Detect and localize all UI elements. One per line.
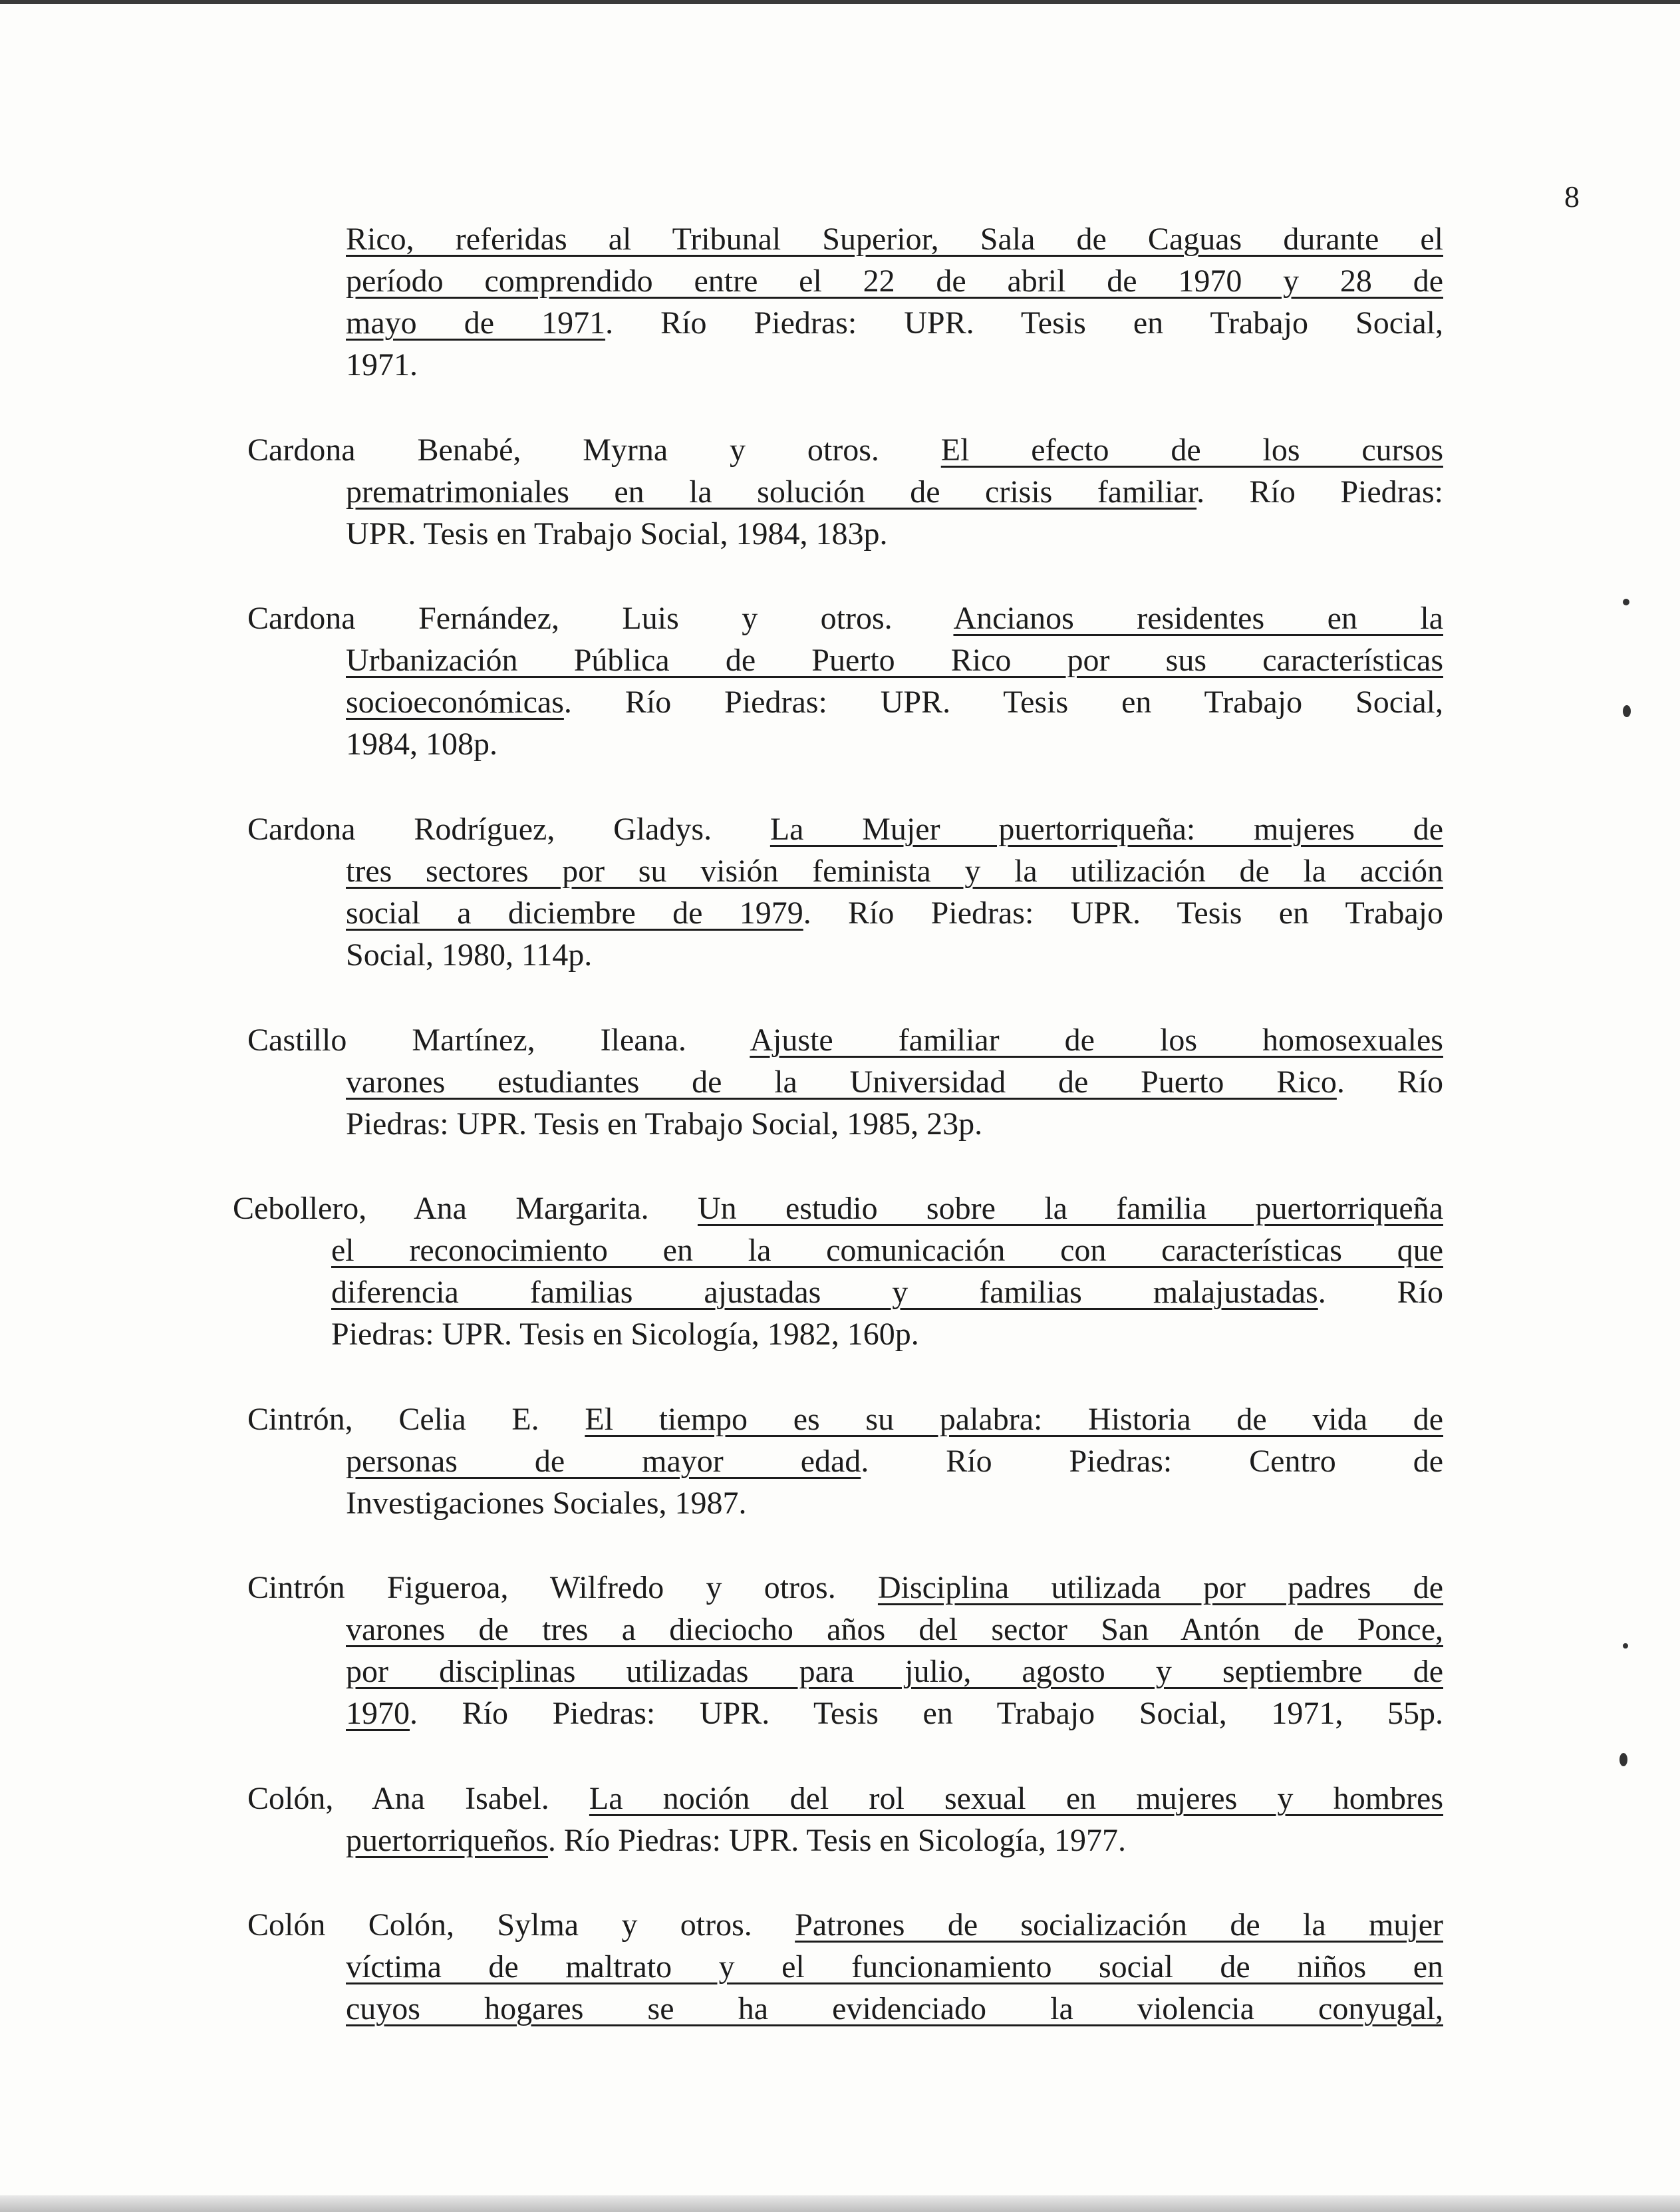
bibliography-entry-line [247,1904,1443,1946]
bibliography-entry-line [233,1187,1443,1229]
scan-speck [1623,705,1631,717]
bibliography-entry-line [346,1946,1443,1988]
entry-publication: Piedras: UPR. Tesis en Sicología, 1982, 160p. [331,1317,919,1352]
entry-publication: Piedras: UPR. Tesis en Trabajo Social, 1985, 23p. [346,1106,983,1142]
bibliography-entry-line [346,934,592,976]
bibliography-entry-line [331,1229,1443,1271]
bibliography-entry-line [346,1609,1443,1651]
entry-title: Urbanización Pública de Puerto Rico por sus características [346,643,1443,678]
entry-author: Cardona Rodríguez, Gladys. [247,812,770,847]
bibliography-entry-line [346,723,497,765]
entry-author: Cardona Benabé, Myrna y otros. [247,432,941,468]
entry-author: Colón Colón, Sylma y otros. [247,1907,795,1943]
bibliography-entry-line [247,1778,1443,1819]
entry-publication: 1971. [346,347,418,383]
entry-title: diferencia familias ajustadas y familias malajustadas [331,1275,1318,1310]
entry-title: social a diciembre de 1979 [346,895,803,931]
bibliography-entry-line [346,218,1443,260]
bibliography-entry-line [346,513,887,555]
entry-author: Colón, Ana Isabel. [247,1781,589,1816]
entry-title: 1970 [346,1696,410,1731]
entry-title: La noción del rol sexual en mujeres y hombres [589,1781,1444,1816]
bibliography-entry-line [346,681,1443,723]
entry-publication: . Río Piedras: Centro de [861,1444,1443,1479]
bibliography-entry-line [346,892,1443,934]
entry-publication: . Río Piedras: UPR. Tesis en Sicología, 1977. [547,1823,1127,1858]
entry-author: Cintrón Figueroa, Wilfredo y otros. [247,1570,878,1605]
entry-title: Un estudio sobre la familia puertorriqueña [697,1191,1443,1226]
bibliography-entry-line [346,302,1443,344]
bibliography-entry-line [247,808,1443,850]
entry-title: Ancianos residentes en la [953,601,1443,636]
bibliography-entry-line [346,260,1443,302]
bibliography-entry-line [346,1651,1443,1692]
bibliography-entry-line [331,1313,919,1355]
bibliography-entry-line [346,1819,1126,1861]
scan-speck [1623,1643,1628,1649]
entry-title: prematrimoniales en la solución de crisis familiar [346,474,1197,510]
entry-publication: . Río Piedras: UPR. Tesis en Trabajo [803,895,1443,931]
entry-title: Disciplina utilizada por padres de [877,1570,1443,1605]
bibliography-entry-line [247,429,1443,471]
bibliography-entry-line [247,1398,1443,1440]
entry-title: La Mujer puertorriqueña: mujeres de [770,812,1443,847]
bibliography-entry-line [346,471,1443,513]
entry-title: varones de tres a dieciocho años del sector San Antón de Ponce, [346,1612,1443,1647]
entry-title: período comprendido entre el 22 de abril de 1970 y 28 de [346,263,1443,299]
entry-publication: Investigaciones Sociales, 1987. [346,1486,747,1521]
entry-publication: . Río [1336,1064,1443,1100]
entry-title: socioeconómicas [346,685,564,720]
entry-title: tres sectores por su visión feminista y la utilización de la acción [346,854,1443,889]
bibliography-entry-line [331,1271,1443,1313]
entry-title: el reconocimiento en la comunicación con características que [331,1233,1443,1268]
entry-title: puertorriqueños [346,1823,548,1858]
entry-publication: 1984, 108p. [346,726,497,762]
entry-title: El efecto de los cursos [940,432,1443,468]
entry-title: Patrones de socialización de la mujer [795,1907,1443,1943]
entry-author: Cintrón, Celia E. [247,1402,585,1437]
bibliography-entry-line [247,1567,1443,1609]
entry-title: mayo de 1971 [346,305,606,341]
bibliography-entry-line [247,597,1443,639]
bibliography-entry-line [346,1061,1443,1103]
bibliography-entry-line [346,1440,1443,1482]
entry-title: varones estudiantes de la Universidad de Puerto Rico [346,1064,1337,1100]
bibliography-entry-line [346,1482,747,1524]
bibliography-entry-line [346,1692,1443,1734]
entry-publication: . Río Piedras: UPR. Tesis en Trabajo Social, [605,305,1443,341]
page-number: 8 [1564,180,1580,214]
entry-title: El tiempo es su palabra: Historia de vida de [585,1402,1444,1437]
scan-speck [1623,599,1629,605]
entry-author: Castillo Martínez, Ileana. [247,1023,750,1058]
entry-title: por disciplinas utilizadas para julio, agosto y septiembre de [346,1654,1443,1689]
bibliography-entry-line [346,344,418,386]
entry-title: Rico, referidas al Tribunal Superior, Sala de Caguas durante el [346,222,1443,257]
scan-speck [1619,1753,1627,1766]
bibliography-entry-line [346,850,1443,892]
bibliography-entry-line [346,1103,982,1145]
entry-publication: . Río [1318,1275,1443,1310]
bibliography-entry-line [247,1019,1443,1061]
entry-author: Cardona Fernández, Luis y otros. [247,601,954,636]
entry-title: personas de mayor edad [346,1444,861,1479]
bibliography-entry-line [346,639,1443,681]
bibliography-entry-line [346,1988,1443,2030]
entry-title: Ajuste familiar de los homosexuales [750,1023,1443,1058]
entry-title: cuyos hogares se ha evidenciado la violencia conyugal, [346,1991,1443,2026]
entry-publication: . Río Piedras: [1196,474,1443,510]
entry-publication: . Río Piedras: UPR. Tesis en Trabajo Social, 1971, 55p. [410,1696,1443,1731]
entry-publication: UPR. Tesis en Trabajo Social, 1984, 183p. [346,516,888,552]
entry-title: víctima de maltrato y el funcionamiento social de niños en [346,1949,1443,1984]
entry-publication: . Río Piedras: UPR. Tesis en Trabajo Social, [563,685,1443,720]
entry-publication: Social, 1980, 114p. [346,937,593,973]
entry-author: Cebollero, Ana Margarita. [233,1191,698,1226]
